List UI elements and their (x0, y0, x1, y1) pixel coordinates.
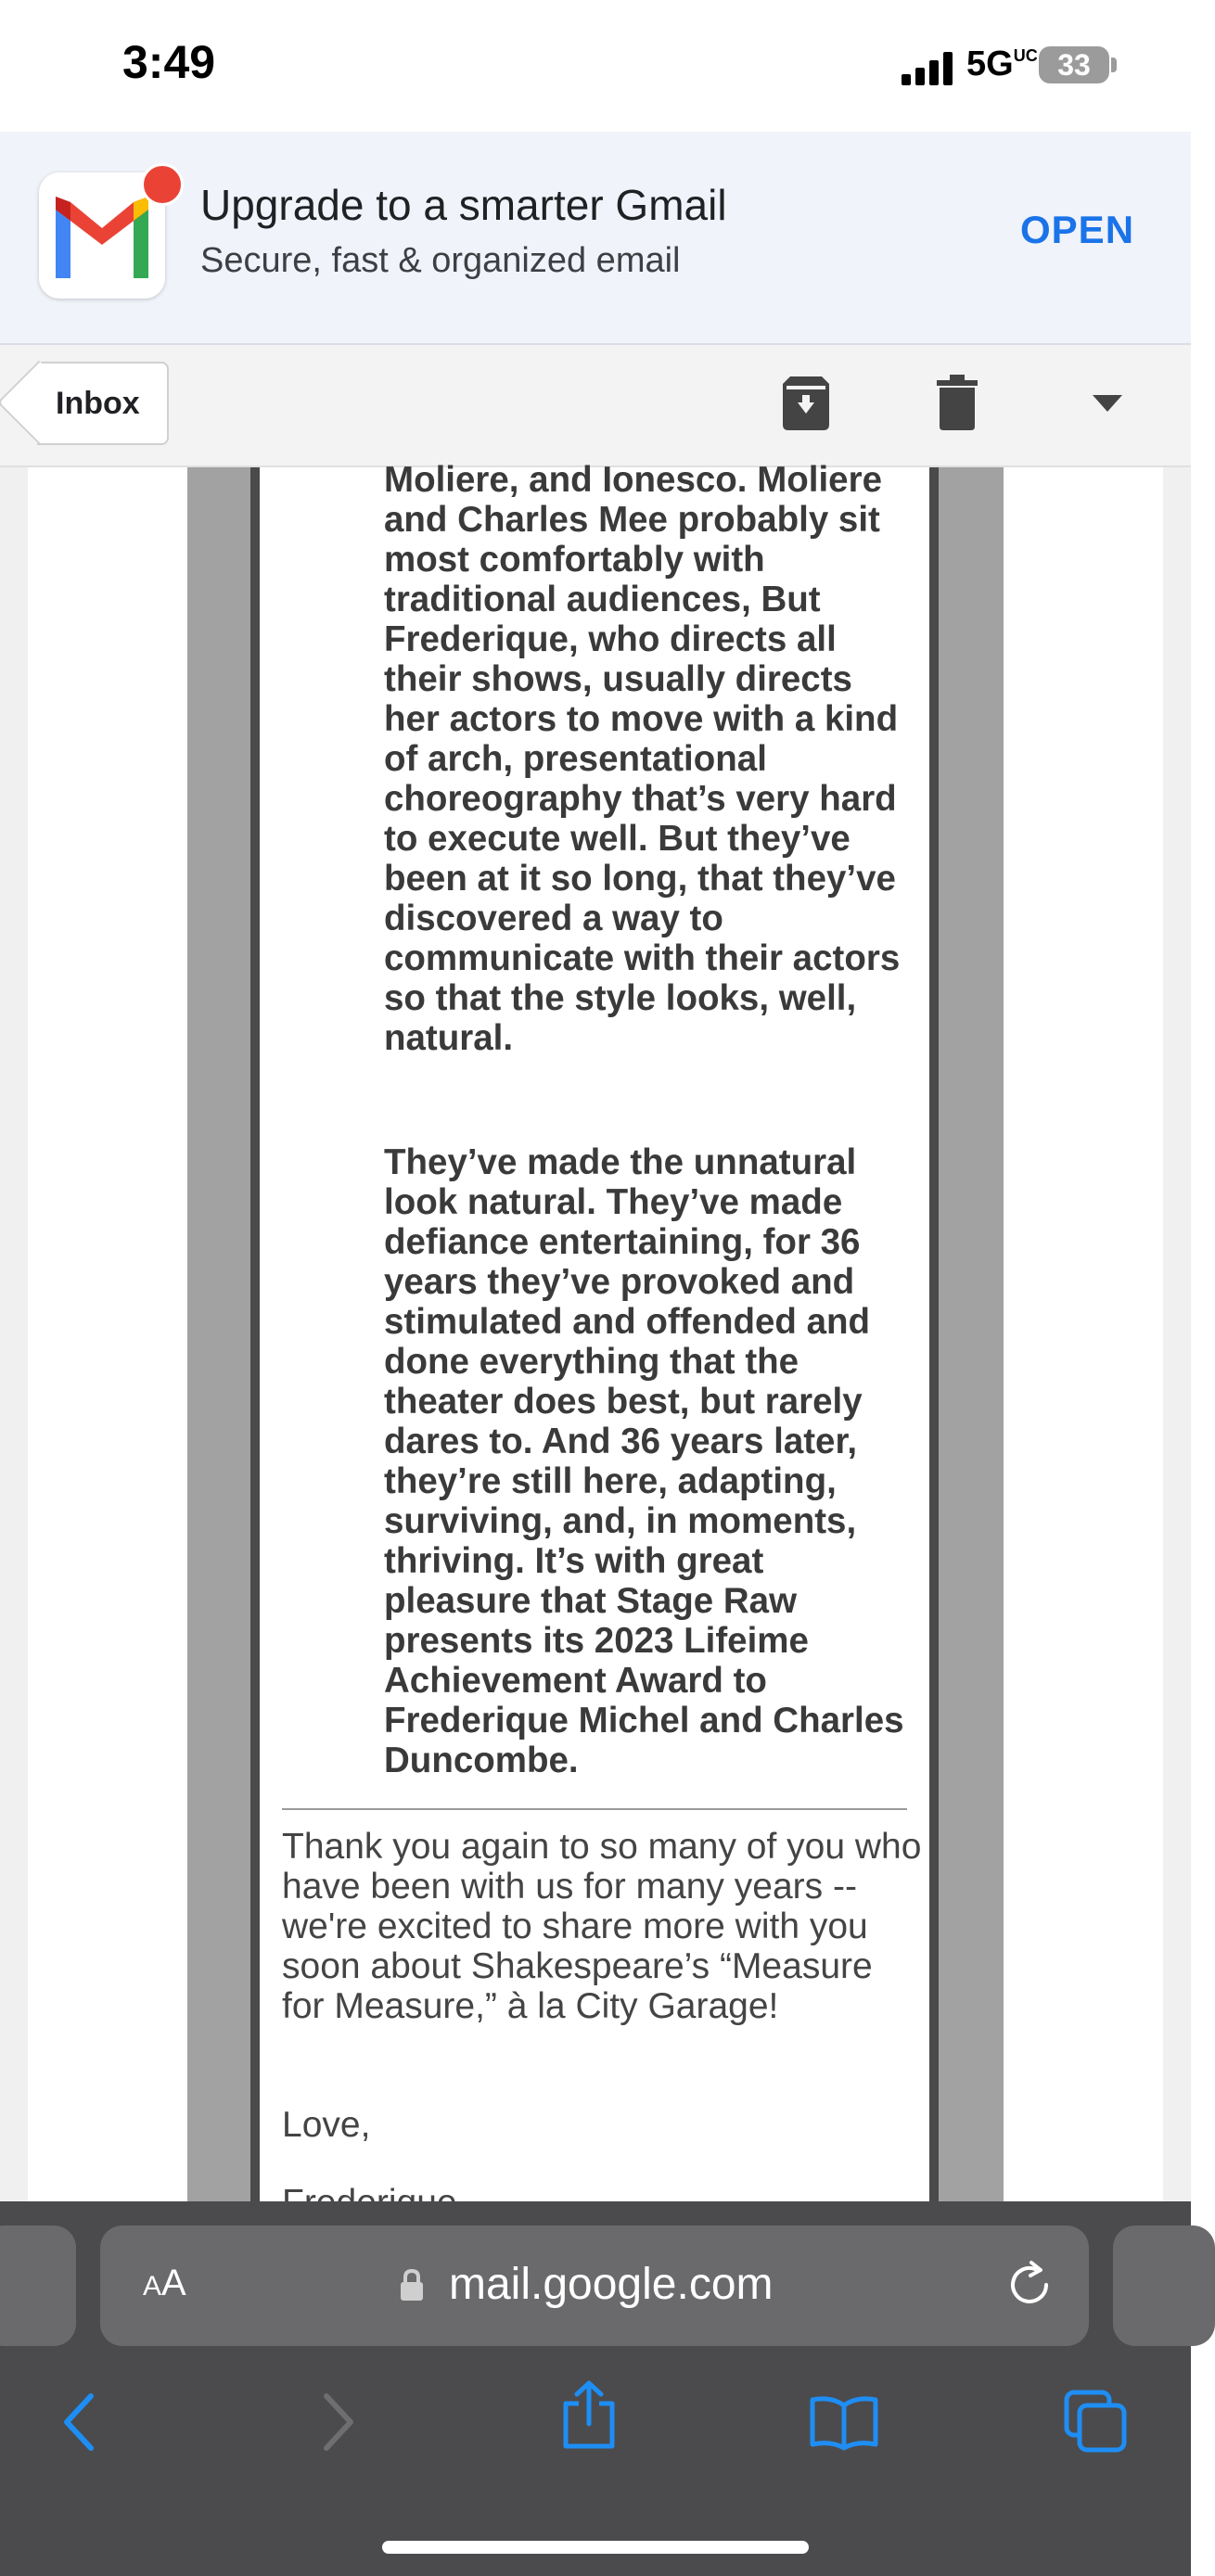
inbox-label: Inbox (56, 386, 140, 421)
banner-subtitle: Secure, fast & organized email (200, 241, 681, 280)
gmail-app-banner (0, 132, 1191, 345)
forward-icon[interactable] (319, 2392, 356, 2452)
tabs-icon[interactable] (1063, 2389, 1128, 2454)
signoff: Love, (282, 2105, 371, 2145)
battery-icon: 33 (1039, 46, 1109, 83)
divider (282, 1808, 907, 1810)
archive-icon[interactable] (779, 375, 833, 432)
next-tab-peek[interactable] (1113, 2225, 1215, 2346)
previous-tab-peek[interactable] (0, 2225, 76, 2346)
reload-icon[interactable] (1004, 2259, 1055, 2311)
safari-address-bar (0, 2201, 1191, 2352)
home-indicator[interactable] (382, 2541, 809, 2554)
back-icon[interactable] (61, 2392, 98, 2452)
trash-icon[interactable] (937, 375, 978, 430)
open-app-button[interactable]: OPEN (1020, 208, 1135, 251)
status-time: 3:49 (122, 36, 216, 88)
more-dropdown-icon[interactable] (1093, 395, 1122, 412)
notification-dot (141, 163, 184, 206)
email-body (0, 460, 1191, 2201)
email-border-right (939, 467, 1004, 2201)
body-paragraph: Thank you again to so many of you who have been with us for many years -- we're excited to share more with you soon about Shakespeare’s “Measure for Measure,” à la City Garage! (282, 1827, 922, 2026)
bookmarks-icon[interactable] (809, 2394, 879, 2450)
network-type: 5GUC (966, 45, 1038, 83)
safari-bottom-toolbar (0, 2352, 1191, 2576)
banner-title: Upgrade to a smarter Gmail (200, 181, 727, 229)
quote-paragraph: They’ve made the unnatural look natural. They’ve made defiance entertaining, for 36 years they’ve provoked and stimulated and offended and done everything that the theater does best, but rarely dares to. And 36 years later, they’re still here, adapting, surviving, and, in moments, thriving. It’s with great pleasure that Stage Raw presents its 2023 Lifeime Achievement Award to Frederique Michel and Charles Duncombe. (384, 1142, 904, 1780)
email-margin-left (28, 467, 187, 2201)
lock-icon (399, 2268, 425, 2302)
reader-settings-button[interactable]: AA (143, 2263, 186, 2303)
email-border-left (187, 467, 250, 2201)
email-margin-right (1004, 467, 1163, 2201)
battery-cap (1111, 57, 1117, 72)
signal-icon (902, 52, 957, 85)
status-bar (0, 0, 1191, 132)
url-text: mail.google.com (449, 2260, 774, 2309)
back-to-inbox-button[interactable] (37, 362, 169, 445)
quote-paragraph: Moliere, and Ionesco. Moliere and Charles Mee probably sit most comfortably with traditional audiences, But Frederique, who directs all their shows, usually directs her actors to move with a kind of arch, presentational choreography that’s very hard to execute well. But they’ve been at it so long, that they’ve discovered a way to communicate with their actors so that the style looks, well, natural. (384, 460, 901, 1058)
message-toolbar (0, 345, 1191, 467)
url-field[interactable] (100, 2225, 1089, 2346)
share-icon[interactable] (560, 2379, 618, 2452)
